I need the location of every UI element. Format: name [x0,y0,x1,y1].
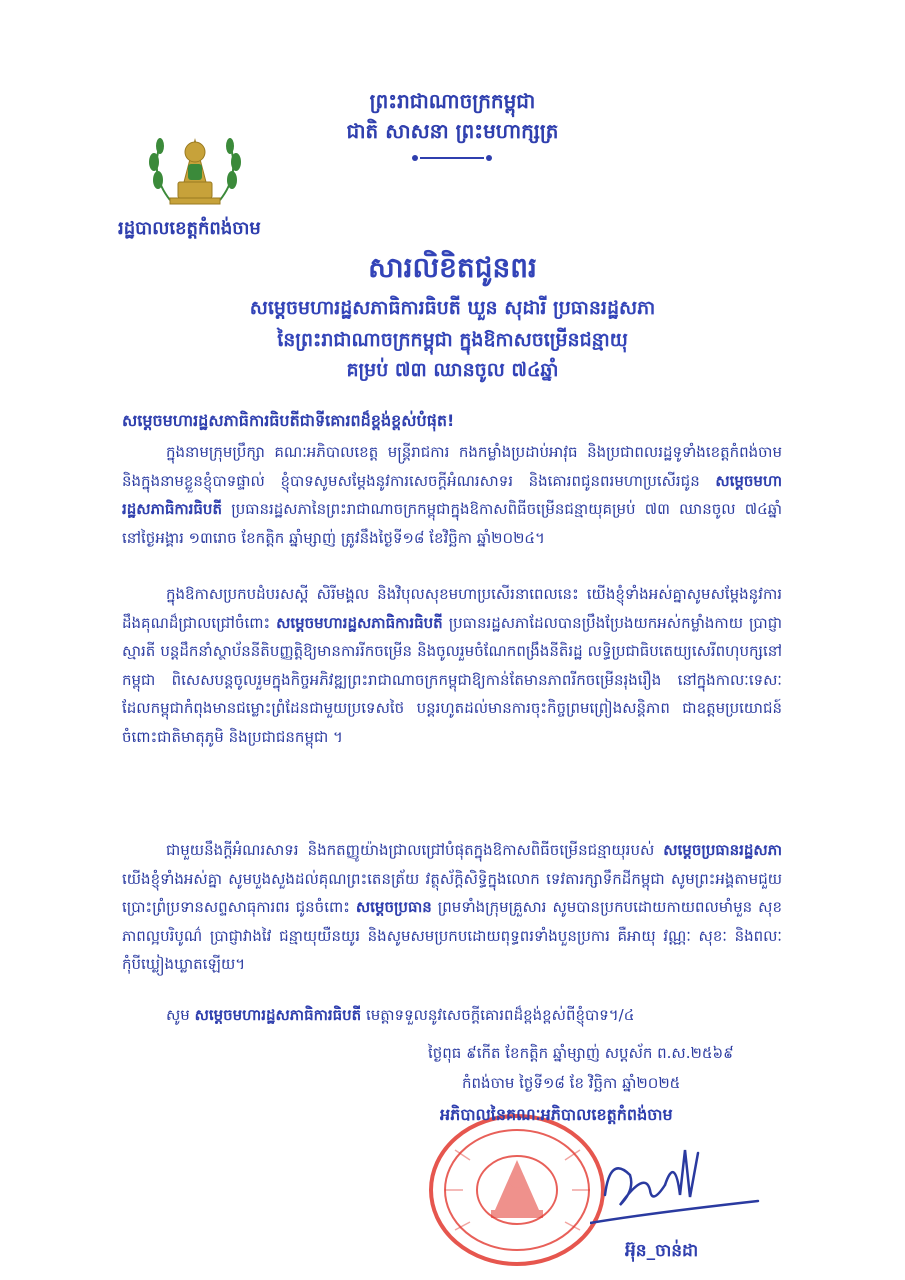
ornament-divider [420,157,484,159]
closing-text-c: មេត្តាទទួលនូវសេចក្តីគោរពដ៏ខ្ពង់ខ្ពស់ពីខ្ញុំបាទ។/៤ [361,1006,635,1024]
closing-emphasis: សម្តេចមហារដ្ឋសភាធិការធិបតី [194,1006,362,1024]
paragraph-3-text-e: ព្រមទាំងក្រុមគ្រួសារ សូមបានប្រកបដោយកាយពលមាំមួន សុខភាពល្អបរិបូណ៌ ប្រាជ្ញាវាងវៃ ជន្មាយុយឺនយូរ និងសូមសមប្រកបដោយពុទ្ធពរទាំងបួនប្រការ គឺអាយុ វណ្ណៈ សុខៈ និងពលៈ កុំបីឃ្លៀងឃ្លាតឡើយ។ [122,898,782,974]
ministry-emblem-icon [140,120,250,210]
paragraph-2-emphasis: សម្តេចមហារដ្ឋសភាធិការធិបតី [276,613,443,632]
sender-province: រដ្ឋបាលខេត្តកំពង់ចាម [118,218,261,239]
paragraph-3-emphasis-2: សម្តេចប្រធាន [355,898,432,917]
subtitle-line-2: នៃព្រះរាជាណាចក្រកម្ពុជា ក្នុងឱកាសចម្រើនជន្មាយុ [277,329,628,351]
salutation: សម្តេចមហារដ្ឋសភាធិការធិបតីជាទីគោរពដ៏ខ្ពង់ខ្ពស់បំផុត! [122,411,455,430]
subtitle-line-3: គម្រប់ ៧៣ ឈានចូល ៧៤ឆ្នាំ [346,359,559,381]
paragraph-3-text-a: ជាមួយនឹងក្តីអំណរសាទរ និងកតញ្ញូយ៉ាងជ្រាលជ្រៅបំផុតក្នុងឱកាសពិធីចម្រើនជន្មាយុរបស់ [166,841,664,859]
lunar-date: ថ្ងៃពុធ ៩កើត ខែកត្តិក ឆ្នាំម្សាញ់ សប្តស័ក ព.ស.២៥៦៩ [428,1044,734,1062]
signer-title: អភិបាលនៃគណៈអភិបាលខេត្តកំពង់ចាម [440,1105,673,1124]
paragraph-3-emphasis-1: សម្តេចប្រធានរដ្ឋសភា [663,841,782,859]
paragraph-2 [122,580,782,752]
paragraph-1-text-a: ក្នុងនាមក្រុមប្រឹក្សា គណៈអភិបាលខេត្ត មន្ត្រីរាជការ កងកម្លាំងប្រដាប់អាវុធ និងប្រជាពលរដ្ឋទូទាំងខេត្តកំពង់ចាម និងក្នុងនាមខ្លួនខ្ញុំបាទផ្ទាល់ ខ្ញុំបាទសូមសម្តែងនូវការសេចក្តីអំណរសាទរ និងគោរពជូនពរមហាប្រសើរជូន [122,443,782,490]
paragraph-3-text-c: យើងខ្ញុំទាំងអស់គ្នា សូមបួងសួងដល់គុណព្រះតេនត្រ័យ វត្ថុស័ក្តិសិទ្ធិក្នុងលោក ទេវតារក្សាទឹកដីកម្ពុជា សូមព្រះអង្គតាមជួយប្រោះព្រំប្រទានសព្ទសាធុការពរ ជូនចំពោះ [122,869,782,917]
subtitle-line-1: សម្តេចមហារដ្ឋសភាធិការធិបតី ឃួន សុដារី ប្រធានរដ្ឋសភា [249,297,656,319]
paragraph-1-text-c: ប្រធានរដ្ឋសភានៃព្រះរាជាណាចក្រកម្ពុជាក្នុងឱកាសពិធីចម្រើនជន្មាយុគម្រប់ ៧៣ ឈានចូល ៧៤ឆ្នាំ នៅថ្ងៃអង្គារ ១៣រោច ខែកត្តិក ឆ្នាំម្សាញ់ ត្រូវនឹងថ្ងៃទី១៨ ខែវិច្ឆិកា ឆ្នាំ២០២៤។ [122,500,782,547]
paragraph-1-emphasis: សម្តេចមហារដ្ឋសភាធិការធិបតី [122,471,782,519]
paragraph-2-text-a: ក្នុងឱកាសប្រកបដំបរសស្តី សិរីមង្គល និងវិបុលសុខមហាប្រសើរនាពេលនេះ យើងខ្ញុំទាំងអស់គ្នាសូមសម្តែងនូវការដឹងគុណដ៏ជ្រាលជ្រៅចំពោះ [122,585,782,632]
kingdom-name: ព្រះរាជាណាចក្រកម្ពុជា [369,89,536,113]
signer-name: អ៊ុន_ចាន់ដា [625,1241,699,1261]
closing-line [122,1006,782,1028]
document-title: សារលិខិតជូនពរ [368,251,537,284]
national-motto: ជាតិ សាសនា ព្រះមហាក្សត្រ [346,119,559,143]
official-seal-icon [425,1110,610,1270]
paragraph-2-text-c: ប្រធានរដ្ឋសភាដែលបានប្រឹងប្រែងយកអស់កម្លាំងកាយ ប្រាជ្ញាស្មារតី បន្តដឹកនាំស្ថាប័ននីតិបញ្ញត្តិឱ្យមានការរីកចម្រើន និងចូលរួមចំណែកពង្រឹងនីតិរដ្ឋ លទ្ធិប្រជាធិបតេយ្យសេរីពហុបក្សនៅកម្ពុជា ពិសេសបន្តចូលរួមក្នុងកិច្ចអភិវឌ្ឍព្រះរាជាណាចក្រកម្ពុជាឱ្យកាន់តែមានភាពរីកចម្រើនរុងរឿង នៅក្នុងកាលៈទេសៈ ដែលកម្ពុជាកំពុងមានជម្លោះព្រំដែនជាមួយប្រទេសថៃ បន្តរហូតដល់មានការចុះកិច្ចព្រមព្រៀងសន្តិភាព ជាឧត្តមប្រយោជន៍ចំពោះជាតិមាតុភូមិ និងប្រជាជនកម្ពុជា ។ [122,613,782,746]
solar-date: កំពង់ចាម ថ្ងៃទី១៨ ខែ វិច្ឆិកា ឆ្នាំ២០២៥ [462,1074,681,1092]
closing-text-a: សូម [166,1006,195,1024]
paragraph-3 [122,836,782,979]
handwritten-signature-icon [590,1135,760,1230]
paragraph-1 [122,438,782,552]
